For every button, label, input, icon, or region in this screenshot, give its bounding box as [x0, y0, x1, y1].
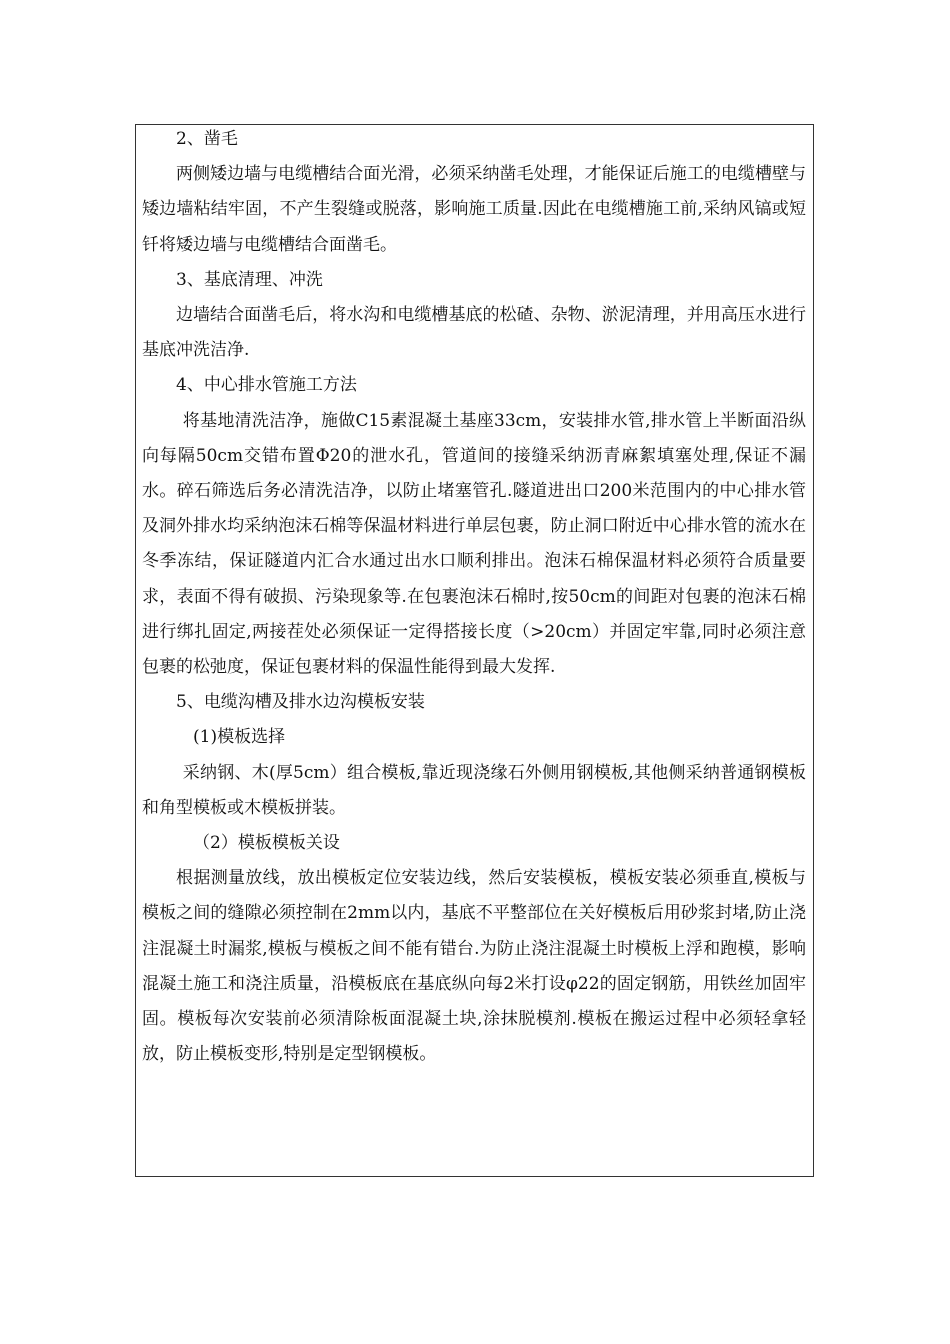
- subheading-formwork-setup: （2）模板模板关设: [193, 833, 340, 854]
- paragraph-chiseling: 两侧矮边墙与电缆槽结合面光滑，必须采纳凿毛处理，才能保证后施工的电缆槽壁与矮边墙粘结牢固，不产生裂缝或脱落，影响施工质量.因此在电缆槽施工前,采纳风镐或短钎将矮边墙与电缆槽结合面凿毛。: [142, 164, 806, 255]
- paragraph-formwork-setup: 根据测量放线，放出模板定位安装边线，然后安装模板，模板安装必须垂直,模板与模板之间的缝隙必须控制在2mm以内，基底不平整部位在关好模板后用砂浆封堵,防止浇注混凝土时漏浆,模板与模板之间不能有错台.为防止浇注混凝土时模板上浮和跑模，影响混凝土施工和浇注质量，沿模板底在基底纵向每2米打设φ22的固定钢筋，用铁丝加固牢固。模板每次安装前必须清除板面混凝土块,涂抹脱模剂.模板在搬运过程中必须轻拿轻放，防止模板变形,特别是定型钢模板。: [142, 868, 806, 1065]
- section-heading-base-cleaning: 3、基底清理、冲洗: [176, 269, 323, 290]
- subheading-formwork-selection: (1)模板选择: [193, 727, 286, 748]
- document-content: [142, 122, 806, 1072]
- section-heading-formwork-installation: 5、电缆沟槽及排水边沟模板安装: [176, 692, 425, 713]
- paragraph-central-drain-pipe: 将基地清洗洁净，施做C15素混凝土基座33cm，安装排水管,排水管上半断面沿纵向每隔50cm交错布置Φ20的泄水孔，管道间的接缝采纳沥青麻絮填塞处理,保证不漏水。碎石筛选后务必清洗洁净，以防止堵塞管孔.隧道进出口200米范围内的中心排水管及洞外排水均采纳泡沫石棉等保温材料进行单层包裹，防止洞口附近中心排水管的流水在冬季冻结，保证隧道内汇合水通过出水口顺利排出。泡沫石棉保温材料必须符合质量要求，表面不得有破损、污染现象等.在包裹泡沫石棉时,按50cm的间距对包裹的泡沫石棉进行绑扎固定,两接茬处必须保证一定得搭接长度（>20cm）并固定牢靠,同时必须注意包裹的松弛度，保证包裹材料的保温性能得到最大发挥.: [142, 410, 806, 678]
- section-heading-central-drain-pipe: 4、中心排水管施工方法: [176, 375, 357, 396]
- paragraph-base-cleaning: 边墙结合面凿毛后，将水沟和电缆槽基底的松碴、杂物、淤泥清理，并用高压水进行基底冲洗洁净.: [142, 305, 806, 361]
- paragraph-formwork-selection: 采纳钢、木(厚5cm）组合模板,靠近现浇缘石外侧用钢模板,其他侧采纳普通钢模板和角型模板或木模板拼装。: [142, 762, 806, 818]
- section-heading-chiseling: 2、凿毛: [176, 129, 238, 149]
